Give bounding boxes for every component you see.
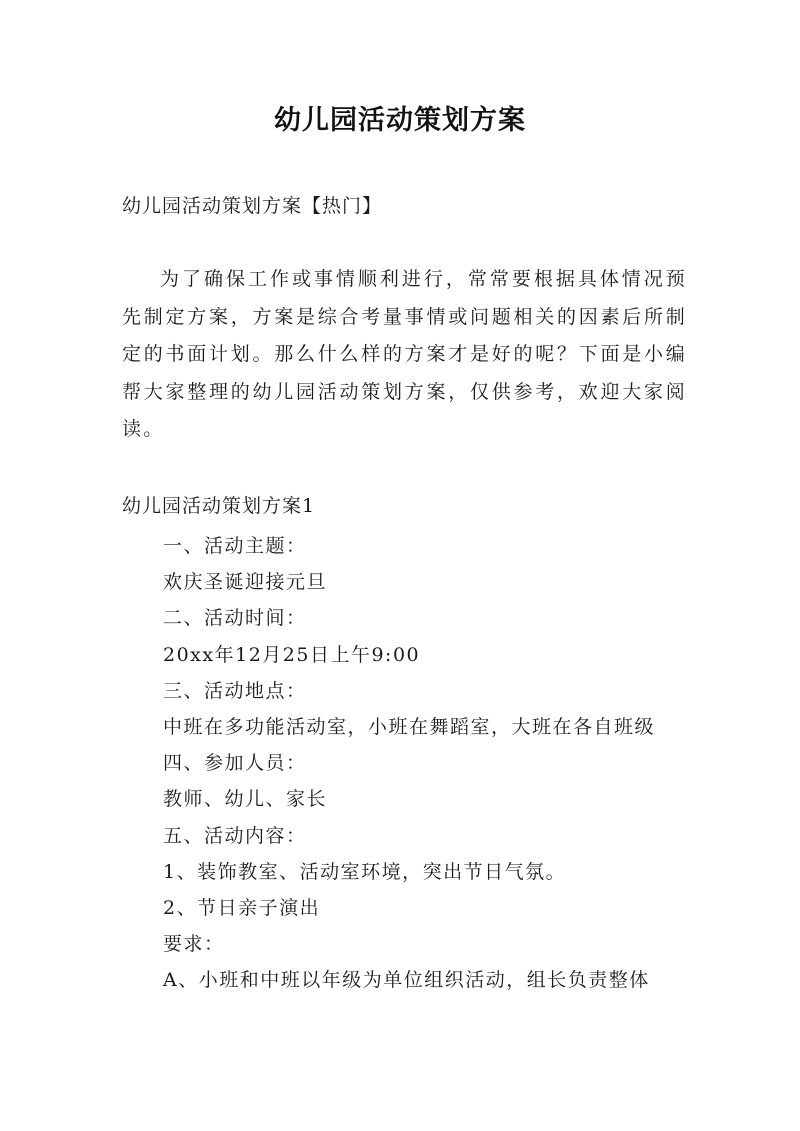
intro-text: 为了确保工作或事情顺利进行，常常要根据具体情况预先制定方案，方案是综合考量事情或问题相关的因素后所制定的书面计划。那么什么样的方案才是好的呢？下面是小编帮大家整理的幼儿园活动策划方案，仅供参考，欢迎大家阅读。 <box>122 268 687 440</box>
intro-paragraph <box>122 261 687 449</box>
list-item: 三、活动地点： <box>163 679 307 702</box>
document-title: 幼儿园活动策划方案 <box>274 105 526 136</box>
list-item: 一、活动主题： <box>163 535 307 557</box>
list-item: 2、节日亲子演出 <box>163 896 321 919</box>
list-item: 四、参加人员： <box>163 752 307 775</box>
list-item: 中班在多功能活动室，小班在舞蹈室，大班在各自班级 <box>163 715 656 738</box>
plan-content-list <box>163 528 723 998</box>
list-item: 20xx年12月25日上午9:00 <box>163 643 421 666</box>
list-item: 欢庆圣诞迎接元旦 <box>163 571 328 594</box>
list-item: A、小班和中班以年级为单位组织活动，组长负责整体 <box>163 969 650 992</box>
list-item: 要求： <box>163 933 225 956</box>
document-subtitle: 幼儿园活动策划方案【热门】 <box>122 195 383 217</box>
section-title: 幼儿园活动策划方案1 <box>122 495 316 517</box>
list-item: 1、装饰教室、活动室环境，突出节日气氛。 <box>163 860 567 883</box>
list-item: 教师、幼儿、家长 <box>163 788 328 811</box>
list-item: 二、活动时间： <box>163 607 307 630</box>
list-item: 五、活动内容： <box>163 824 307 847</box>
